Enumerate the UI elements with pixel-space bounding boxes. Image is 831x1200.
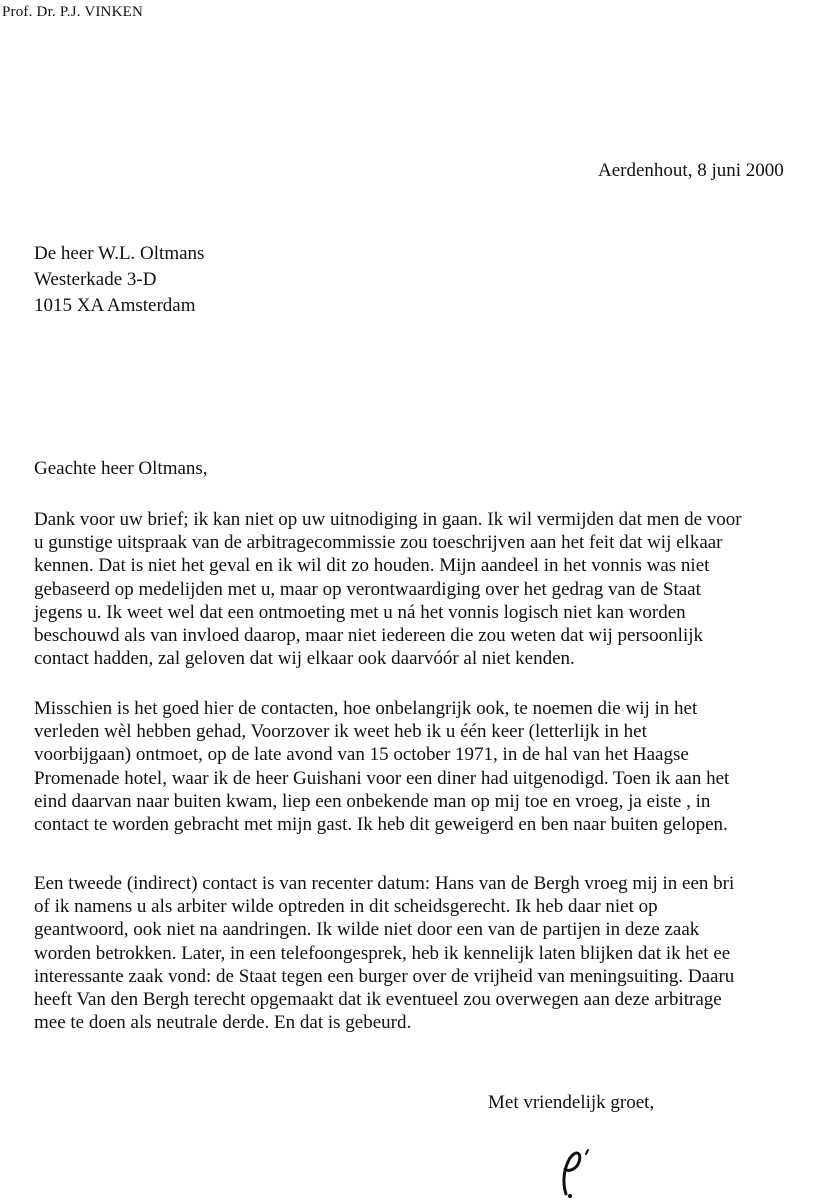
text-line: interessante zaak vond: de Staat tegen een burger over de vrijheid van meningsuiting. Daaru (34, 965, 735, 987)
letterhead: Prof. Dr. P.J. VINKEN (2, 4, 144, 20)
text-line: worden betrokken. Later, in een telefoongesprek, heb ik kennelijk laten blijken dat ik het ee (34, 942, 731, 964)
text-line: of ik namens u als arbiter wilde optreden in dit scheidsgerecht. Ik heb daar niet op (34, 896, 658, 918)
text-line: contact hadden, zal geloven dat wij elkaar ook daarvóór al niet kenden. (34, 648, 575, 670)
text-line: eind daarvan naar buiten kwam, liep een onbekende man op mij toe en vroeg, ja eiste , in (34, 790, 711, 812)
letter-date: Aerdenhout, 8 juni 2000 (598, 160, 784, 181)
paragraph-1 (34, 508, 742, 670)
text-line: heeft Van den Bergh terecht opgemaakt dat ik eventueel zou overwegen aan deze arbitrage (34, 989, 722, 1011)
text-line: u gunstige uitspraak van de arbitragecommissie zou toeschrijven aan het feit dat wij elkaar (34, 532, 723, 554)
text-line: gebaseerd op medelijden met u, maar op verontwaardiging over het gedrag van de Staat (34, 578, 701, 600)
salutation: Geachte heer Oltmans, (34, 458, 208, 479)
paragraph-2 (34, 697, 729, 836)
text-line: Een tweede (indirect) contact is van recenter datum: Hans van de Bergh vroeg mij in een bri (34, 873, 735, 894)
recipient-street: Westerkade 3-D (34, 269, 157, 290)
recipient-city: 1015 XA Amsterdam (34, 295, 196, 316)
recipient-name: De heer W.L. Oltmans (34, 243, 205, 264)
text-line: contact te worden gebracht met mijn gast. Ik heb dit geweigerd en ben naar buiten gelopen. (34, 814, 728, 836)
text-line: mee te doen als neutrale derde. En dat is gebeurd. (34, 1012, 412, 1034)
text-line: Dank voor uw brief; ik kan niet op uw uitnodiging in gaan. Ik wil vermijden dat men de voor (34, 509, 742, 530)
closing: Met vriendelijk groet, (488, 1092, 655, 1113)
recipient-address (34, 241, 204, 319)
text-line: Misschien is het goed hier de contacten, hoe onbelangrijk ook, te noemen die wij in het (34, 698, 698, 719)
paragraph-3 (34, 872, 734, 1034)
text-line: verleden wèl hebben gehad, Voorzover ik weet heb ik u één keer (letterlijk in het (34, 721, 647, 743)
text-line: Promenade hotel, waar ik de heer Guishani voor een diner had uitgenodigd. Toen ik aan het (34, 767, 730, 789)
text-line: beschouwd als van invloed daarop, maar niet iedereen die zou weten dat wij persoonlijk (34, 625, 703, 647)
text-line: kennen. Dat is niet het geval en ik wil dit zo houden. Mijn aandeel in het vonnis was niet (34, 555, 710, 577)
text-line: geantwoord, ook niet na aandringen. Ik wilde niet door een van de partijen in deze zaak (34, 919, 700, 941)
handwritten-signature (548, 1138, 608, 1200)
text-line: voorbijgaan) ontmoet, op de late avond van 15 october 1971, in de hal van het Haagse (34, 744, 689, 766)
text-line: jegens u. Ik weet wel dat een ontmoeting met u ná het vonnis logisch niet kan worden (34, 601, 686, 623)
